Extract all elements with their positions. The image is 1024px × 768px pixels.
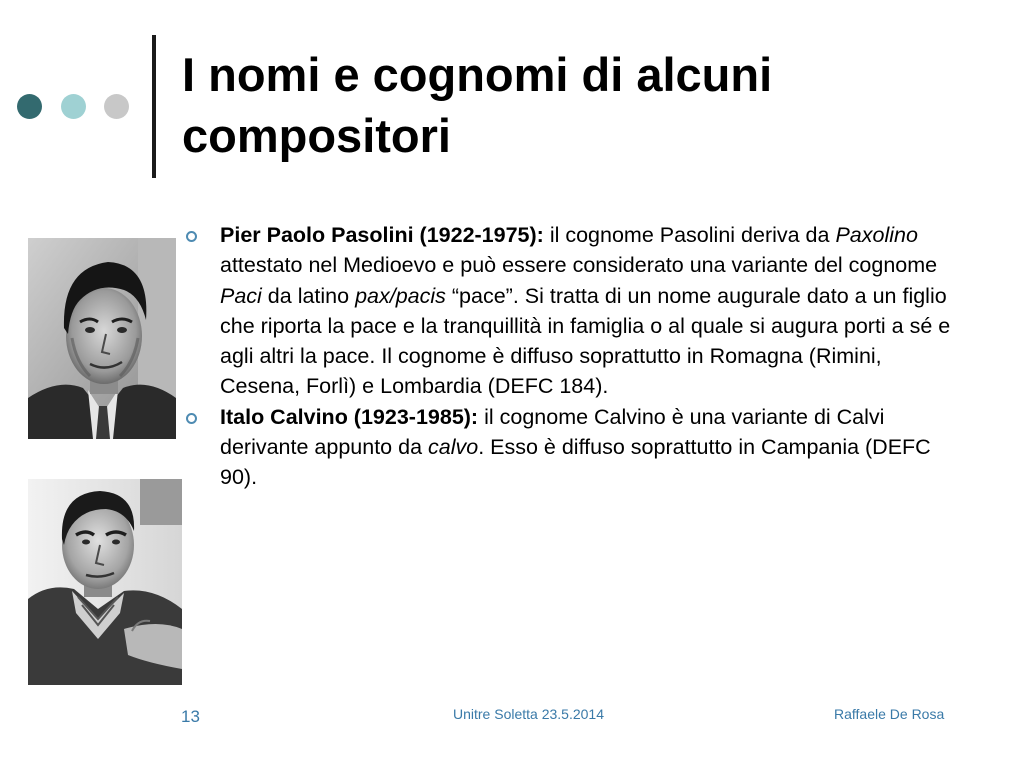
bullet-list xyxy=(186,220,966,493)
bullet-text-calvino xyxy=(220,405,931,490)
decorative-dot-light xyxy=(61,94,86,119)
list-item xyxy=(186,220,966,402)
bullet-text-segment: attestato nel Medioevo e può essere considerato una variante del cognome xyxy=(220,253,938,278)
title-divider xyxy=(152,35,156,178)
bullet-name-pasolini: Pier Paolo Pasolini (1922-1975): xyxy=(220,223,544,247)
bullet-italic-segment: pax/pacis xyxy=(355,283,446,308)
bullet-text-pasolini xyxy=(220,223,950,398)
bullet-italic-segment: Paci xyxy=(220,283,262,308)
portrait-photo-pasolini xyxy=(28,238,176,439)
hollow-circle-bullet-icon xyxy=(186,231,197,242)
bullet-italic-segment: Paxolino xyxy=(835,223,918,247)
decorative-dot-dark xyxy=(17,94,42,119)
bullet-text-segment: il cognome Calvino è una variante di Calvi derivante appunto da xyxy=(220,404,885,460)
bullet-text-segment: da latino xyxy=(261,283,356,308)
slide-title xyxy=(182,44,982,166)
bullet-text-segment: il cognome Pasolini deriva da xyxy=(543,223,836,247)
footer-event: Unitre Soletta 23.5.2014 xyxy=(453,706,604,722)
decorative-dot-gray xyxy=(104,94,129,119)
hollow-circle-bullet-icon xyxy=(186,413,197,424)
slide-title-line-1: I nomi e cognomi di alcuni xyxy=(182,48,773,101)
bullet-text-segment: . Esso è diffuso soprattutto in Campania (DEFC 90). xyxy=(220,435,931,490)
portrait-photo-calvino xyxy=(28,479,182,685)
bullet-italic-segment: calvo xyxy=(428,435,479,460)
bullet-name-calvino: Italo Calvino (1923-1985): xyxy=(220,404,479,429)
bullet-text-segment: “pace”. Si tratta di un nome augurale dato a un figlio che riporta la pace e la tranquillità in famiglia o al quale si augura porti a sé e agli altri la pace. Il cognome è diffuso soprattutto in Romagna (Rimini, Cesena, Forlì) e Lombardia (DEFC 184). xyxy=(220,283,951,399)
slide-title-line-2: compositori xyxy=(182,109,451,162)
list-item xyxy=(186,402,966,493)
slide-number: 13 xyxy=(181,707,200,726)
footer-author: Raffaele De Rosa xyxy=(834,706,945,722)
